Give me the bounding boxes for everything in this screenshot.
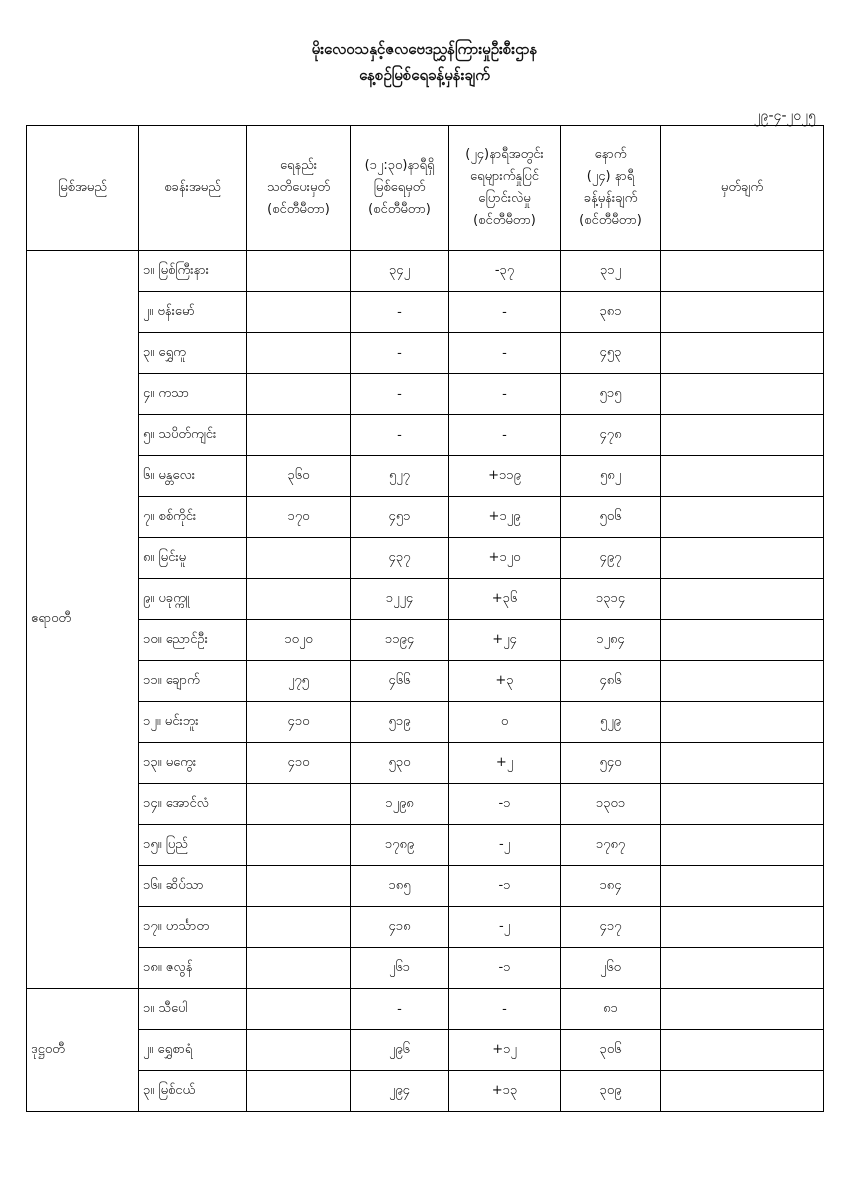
forecast-cell: ၅၈၂ [561,456,661,497]
remark-cell [661,1071,824,1112]
station-name-cell: ၆။ မန္တလေး [139,456,247,497]
level-change-cell: -၃၇ [449,251,561,292]
forecast-cell: ၁၇၈၇ [561,825,661,866]
remark-cell [661,1030,824,1071]
station-name-cell: ၂။ ဗန်းမော် [139,292,247,333]
river-forecast-table [26,125,824,1112]
station-name-cell: ၄။ ကသာ [139,374,247,415]
level-change-cell: +၃၆ [449,579,561,620]
forecast-cell: ၂၆၀ [561,948,661,989]
station-name-cell: ၃။ မြစ်ငယ် [139,1071,247,1112]
level-change-cell: -၁ [449,784,561,825]
level-change-cell: -၁ [449,948,561,989]
forecast-cell: ၃၈၁ [561,292,661,333]
table-row [27,415,824,456]
warning-level-cell [247,292,351,333]
station-name-cell: ၁။ သီပေါ [139,989,247,1030]
station-name-cell: ၉။ ပခုက္ကူ [139,579,247,620]
water-level-cell: ၅၁၉ [351,702,449,743]
forecast-cell: ၃၁၂ [561,251,661,292]
warning-level-cell [247,1071,351,1112]
river-name-cell: ဧရာဝတီ [27,251,139,989]
table-row [27,948,824,989]
forecast-cell: ၅၀၆ [561,497,661,538]
water-level-cell: - [351,989,449,1030]
level-change-cell: +၂၄ [449,620,561,661]
warning-level-cell [247,907,351,948]
level-change-cell: ၀ [449,702,561,743]
level-change-cell: - [449,989,561,1030]
column-header: စခန်းအမည် [139,126,247,251]
warning-level-cell [247,989,351,1030]
forecast-cell: ၃၀၉ [561,1071,661,1112]
table-row [27,579,824,620]
warning-level-cell [247,251,351,292]
remark-cell [661,620,824,661]
table-row [27,292,824,333]
remark-cell [661,538,824,579]
station-name-cell: ၁။ မြစ်ကြီးနား [139,251,247,292]
remark-cell [661,497,824,538]
level-change-cell: - [449,292,561,333]
water-level-cell: ၁၈၅ [351,866,449,907]
table-row [27,743,824,784]
water-level-cell: ၄၃၇ [351,538,449,579]
level-change-cell: -၂ [449,825,561,866]
remark-cell [661,333,824,374]
remark-cell [661,579,824,620]
remark-cell [661,702,824,743]
warning-level-cell: ၁၀၂၀ [247,620,351,661]
water-level-cell: - [351,374,449,415]
level-change-cell: - [449,333,561,374]
forecast-cell: ၅၂၉ [561,702,661,743]
forecast-cell: ၅၁၅ [561,374,661,415]
column-header: နောက် (၂၄) နာရီ ခန့်မှန်းချက် (စင်တီမီတာ) [561,126,661,251]
table-body [27,251,824,1112]
department-title: မိုးလေဝသနှင့်ဇလဗေဒညွှန်ကြားမှုဦးစီးဌာန [311,40,538,58]
forecast-cell: ၄၁၇ [561,907,661,948]
water-level-cell: - [351,415,449,456]
table-row [27,374,824,415]
level-change-cell: - [449,415,561,456]
remark-cell [661,292,824,333]
remark-cell [661,784,824,825]
table-row [27,456,824,497]
forecast-cell: ၄၅၃ [561,333,661,374]
remark-cell [661,825,824,866]
remark-cell [661,989,824,1030]
forecast-cell: ၄၉၇ [561,538,661,579]
water-level-cell: ၂၉၆ [351,1030,449,1071]
water-level-cell: ၄၆၆ [351,661,449,702]
table-row [27,538,824,579]
warning-level-cell: ၄၁၀ [247,743,351,784]
warning-level-cell [247,784,351,825]
river-name-cell: ဒုဋ္ဌဝတီ [27,989,139,1112]
station-name-cell: ၁၇။ ဟင်္သာတ [139,907,247,948]
warning-level-cell [247,374,351,415]
table-row [27,620,824,661]
water-level-cell: ၂၆၁ [351,948,449,989]
level-change-cell: -၂ [449,907,561,948]
station-name-cell: ၁၆။ ဆိပ်သာ [139,866,247,907]
station-name-cell: ၁၂။ မင်းဘူး [139,702,247,743]
table-row [27,825,824,866]
column-header: မှတ်ချက် [661,126,824,251]
forecast-cell: ၄၇၈ [561,415,661,456]
level-change-cell: -၁ [449,866,561,907]
water-level-cell: ၄၁၈ [351,907,449,948]
water-level-cell: ၁၇၈၉ [351,825,449,866]
forecast-cell: ၁၃၀၁ [561,784,661,825]
table-row [27,907,824,948]
station-name-cell: ၁၀။ ညောင်ဦး [139,620,247,661]
station-name-cell: ၈။ မြင်းမူ [139,538,247,579]
warning-level-cell: ၂၇၅ [247,661,351,702]
station-name-cell: ၁၃။ မကွေး [139,743,247,784]
forecast-cell: ၅၄၀ [561,743,661,784]
water-level-cell: ၂၉၄ [351,1071,449,1112]
table-row [27,1071,824,1112]
warning-level-cell [247,415,351,456]
forecast-cell: ၈၁ [561,989,661,1030]
warning-level-cell [247,866,351,907]
water-level-cell: - [351,292,449,333]
table-row [27,333,824,374]
level-change-cell: +၁၁၉ [449,456,561,497]
level-change-cell: - [449,374,561,415]
column-header: မြစ်အမည် [27,126,139,251]
warning-level-cell: ၁၇၀ [247,497,351,538]
column-header: (၂၄)နာရီအတွင်း ရေများက်နှုပြင် ပြောင်းလဲမှု (စင်တီမီတာ) [449,126,561,251]
table-row [27,866,824,907]
remark-cell [661,743,824,784]
table-row [27,251,824,292]
column-header: (၁၂:၃၀)နာရီရှိ မြစ်ရေမှတ် (စင်တီမီတာ) [351,126,449,251]
remark-cell [661,456,824,497]
warning-level-cell [247,579,351,620]
level-change-cell: +၂ [449,743,561,784]
forecast-cell: ၁၈၄ [561,866,661,907]
remark-cell [661,661,824,702]
level-change-cell: +၁၃ [449,1071,561,1112]
warning-level-cell [247,825,351,866]
level-change-cell: +၁၂၀ [449,538,561,579]
warning-level-cell: ၄၁၀ [247,702,351,743]
warning-level-cell [247,948,351,989]
water-level-cell: ၁၂၉၈ [351,784,449,825]
remark-cell [661,866,824,907]
remark-cell [661,907,824,948]
table-row [27,661,824,702]
table-header-row [27,126,824,251]
forecast-cell: ၄၈၆ [561,661,661,702]
station-name-cell: ၁၈။ ဇလွန် [139,948,247,989]
table-row [27,989,824,1030]
remark-cell [661,948,824,989]
remark-cell [661,251,824,292]
warning-level-cell [247,333,351,374]
level-change-cell: +၁၂၉ [449,497,561,538]
station-name-cell: ၃။ ရွှေကူ [139,333,247,374]
forecast-cell: ၁၂၈၄ [561,620,661,661]
forecast-cell: ၃၀၆ [561,1030,661,1071]
report-date: ၂၉-၄-၂၀၂၅ [753,108,816,124]
forecast-cell: ၁၃၁၄ [561,579,661,620]
water-level-cell: ၅၃၀ [351,743,449,784]
table-row [27,1030,824,1071]
warning-level-cell: ၃၆၀ [247,456,351,497]
water-level-cell: ၃၄၂ [351,251,449,292]
level-change-cell: +၃ [449,661,561,702]
station-name-cell: ၁၁။ ချောက် [139,661,247,702]
report-title: နေ့စဉ်မြစ်ရေခန့်မှန်းချက် [359,66,490,84]
table-row [27,702,824,743]
table-row [27,784,824,825]
water-level-cell: ၁၁၉၄ [351,620,449,661]
remark-cell [661,374,824,415]
station-name-cell: ၁၅။ ပြည် [139,825,247,866]
level-change-cell: +၁၂ [449,1030,561,1071]
station-name-cell: ၂။ ရွှေစာရံ [139,1030,247,1071]
station-name-cell: ၁၄။ အောင်လံ [139,784,247,825]
station-name-cell: ၇။ စစ်ကိုင်း [139,497,247,538]
table-row [27,497,824,538]
column-header: ရေနည်း သတိပေးမှတ် (စင်တီမီတာ) [247,126,351,251]
station-name-cell: ၅။ သပိတ်ကျင်း [139,415,247,456]
remark-cell [661,415,824,456]
warning-level-cell [247,1030,351,1071]
water-level-cell: ၄၅၁ [351,497,449,538]
water-level-cell: ၁၂၂၄ [351,579,449,620]
water-level-cell: ၅၂၇ [351,456,449,497]
warning-level-cell [247,538,351,579]
water-level-cell: - [351,333,449,374]
